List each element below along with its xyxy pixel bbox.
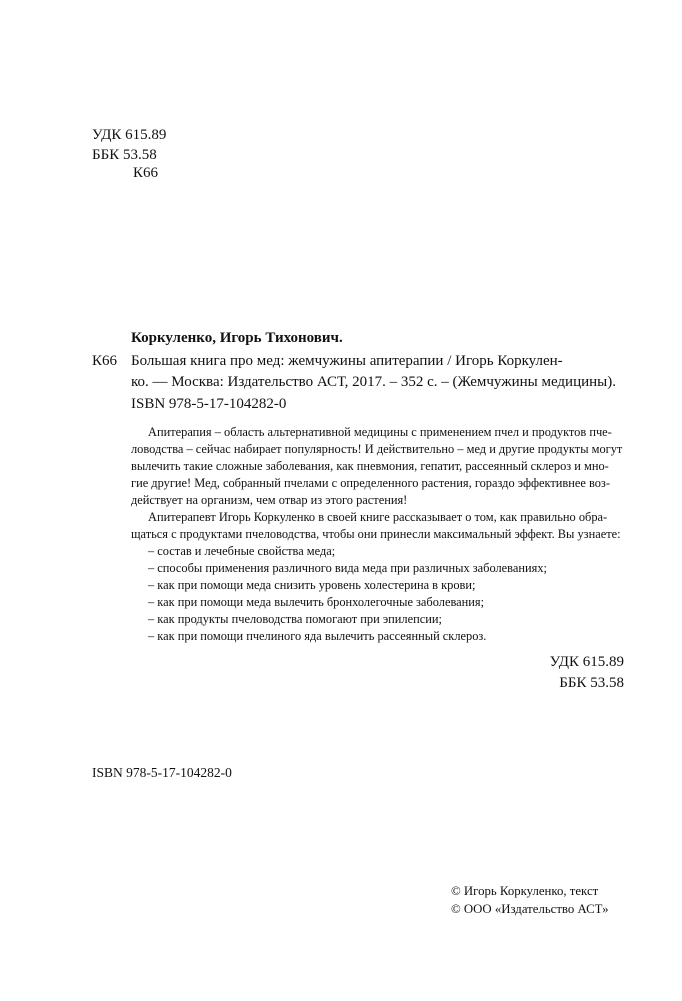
annotation-line: действует на организм, чем отвар из этого растения! — [131, 493, 408, 507]
bottom-bbk-code: ББК 53.58 — [559, 675, 624, 691]
author-heading: Коркуленко, Игорь Тихонович. — [131, 330, 343, 346]
copyright-publisher: © ООО «Издательство АСТ» — [451, 902, 609, 916]
annotation-line: Апитерапевт Игорь Коркуленко в своей книге рассказывает о том, как правильно обра- — [148, 510, 608, 524]
title-line-2: ко. — Москва: Издательство АСТ, 2017. – 352 с. – (Жемчужины медицины). — [131, 374, 616, 390]
bottom-udk-code: УДК 615.89 — [549, 654, 624, 670]
annotation-list-item: – состав и лечебные свойства меда; — [148, 544, 336, 558]
footer-isbn: ISBN 978-5-17-104282-0 — [92, 765, 232, 780]
author-mark: К66 — [133, 165, 159, 181]
annotation-line: Апитерапия – область альтернативной медицины с применением пчел и продуктов пче- — [148, 425, 612, 439]
annotation-list-item: – как продукты пчеловодства помогают при эпилепсии; — [148, 612, 442, 626]
annotation-line: ловодства – сейчас набирает популярность! И действительно – мед и другие продукты могут — [131, 442, 623, 456]
annotation-list-item: – как при помощи меда снизить уровень холестерина в крови; — [148, 578, 476, 592]
title-line-1: Большая книга про мед: жемчужины апитерапии / Игорь Коркулен- — [131, 353, 563, 369]
annotation-list-item: – способы применения различного вида меда при различных заболеваниях; — [148, 561, 547, 575]
udk-code: УДК 615.89 — [92, 127, 167, 143]
bbk-code: ББК 53.58 — [92, 147, 157, 163]
annotation-line: гие другие! Мед, собранный пчелами с определенного растения, гораздо эффективнее воз- — [131, 476, 610, 490]
annotation-line: щаться с продуктами пчеловодства, чтобы они принесли максимальный эффект. Вы узнаете: — [131, 527, 621, 541]
annotation-list-item: – как при помощи меда вылечить бронхолегочные заболевания; — [148, 595, 485, 609]
annotation-line: вылечить такие сложные заболевания, как пневмония, гепатит, рассеянный склероз и мно- — [131, 459, 609, 473]
annotation-list-item: – как при помощи пчелиного яда вылечить рассеянный склероз. — [148, 629, 487, 643]
record-isbn: ISBN 978-5-17-104282-0 — [131, 396, 287, 412]
copyright-author: © Игорь Коркуленко, текст — [451, 884, 599, 898]
record-author-mark: К66 — [92, 353, 118, 369]
